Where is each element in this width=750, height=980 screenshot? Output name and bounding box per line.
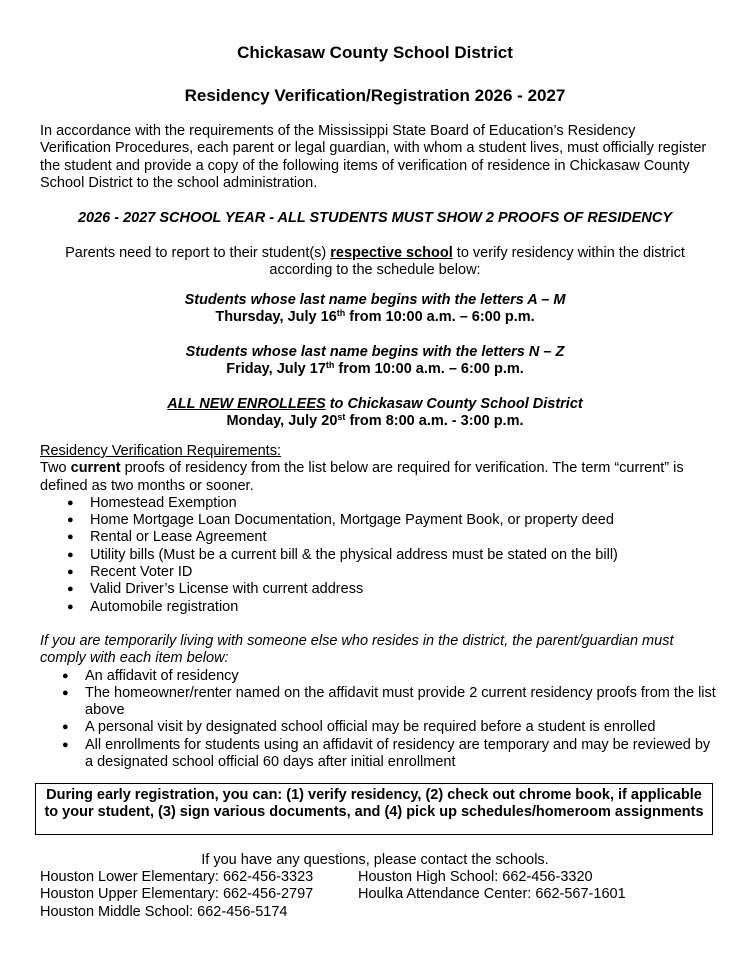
list-item: ● All enrollments for students using an affidavit of residency are temporary and may be reviewed by a designated school official 60 days after initial enrollment <box>40 737 720 772</box>
list-item: ● Utility bills (Must be a current bill & the physical address must be stated on the bill) <box>40 547 720 564</box>
proofs-requirement-banner: 2026 - 2027 SCHOOL YEAR - ALL STUDENTS MUST SHOW 2 PROOFS OF RESIDENCY <box>77 210 673 226</box>
schedule-date: Friday, July 17th from 10:00 a.m. – 6:00 p.m. <box>226 360 524 378</box>
intro-paragraph: In accordance with the requirements of the Mississippi State Board of Education’s Residency Verification Procedures, each parent or legal guardian, with whom a student lives, must officially register the student and provide a copy of the following items of verification of residence in Chickasaw County School District to the school administration. <box>40 123 707 191</box>
list-item: ● Rental or Lease Agreement <box>40 529 720 546</box>
district-name: Chickasaw County School District <box>237 43 513 62</box>
school-contact: Houston Lower Elementary: 662-456-3323 <box>40 869 314 885</box>
contacts-column-right <box>358 869 718 904</box>
list-item: ● Homestead Exemption <box>40 495 720 512</box>
requirements-intro: Two current proofs of residency from the list below are required for verification. The term “current” is defined as two months or sooner. <box>40 460 684 494</box>
parents-text-before: Parents need to report to their student(s) <box>65 245 331 261</box>
schedule-group: Students whose last name begins with the letters A – M <box>184 292 566 308</box>
schedule-group: ALL NEW ENROLLEES to Chickasaw County School District <box>167 396 583 412</box>
school-contact: Houlka Attendance Center: 662-567-1601 <box>358 886 626 903</box>
parents-text-after: to verify residency within the district according to the schedule below: <box>269 245 685 279</box>
school-contact: Houston High School: 662-456-3320 <box>358 869 593 885</box>
schedule-date: Thursday, July 16th from 10:00 a.m. – 6:00 p.m. <box>215 308 535 326</box>
contacts-column-left <box>40 869 360 921</box>
early-registration-notice: During early registration, you can: (1) verify residency, (2) check out chrome book, if applicable to your student, (3) sign various documents, and (4) pick up schedules/homeroom assignments <box>35 783 713 835</box>
list-item: ● Valid Driver’s License with current address <box>40 581 720 598</box>
schedule-a-m <box>0 292 750 327</box>
schedule-date: Monday, July 20st from 8:00 a.m. - 3:00 p.m. <box>226 412 524 430</box>
requirements-heading: Residency Verification Requirements: <box>40 443 281 459</box>
list-item: ● Home Mortgage Loan Documentation, Mortgage Payment Book, or property deed <box>40 512 720 529</box>
list-item: ● The homeowner/renter named on the affidavit must provide 2 current residency proofs from the list above <box>40 685 720 720</box>
list-item: ● An affidavit of residency <box>40 668 720 685</box>
list-item: ● A personal visit by designated school official may be required before a student is enrolled <box>40 719 720 736</box>
school-contact: Houston Middle School: 662-456-5174 <box>40 903 288 920</box>
contact-intro: If you have any questions, please contact the schools. <box>201 852 549 868</box>
school-contact: Houston Upper Elementary: 662-456-2797 <box>40 886 314 903</box>
requirements-list <box>40 495 720 616</box>
parents-instruction <box>40 245 710 280</box>
requirements-section <box>40 443 720 616</box>
temporary-list <box>40 668 720 772</box>
respective-school-emphasis: respective school <box>330 245 453 261</box>
schedule-n-z <box>0 344 750 379</box>
schedule-new-enrollees <box>0 396 750 431</box>
document-title: Residency Verification/Registration 2026 - 2027 <box>184 86 566 105</box>
list-item: ● Automobile registration <box>40 599 720 616</box>
temporary-intro: If you are temporarily living with someone else who resides in the district, the parent/guardian must comply with each item below: <box>40 633 674 667</box>
schedule-group: Students whose last name begins with the letters N – Z <box>185 344 565 360</box>
list-item: ● Recent Voter ID <box>40 564 720 581</box>
temporary-living-section <box>40 633 720 771</box>
